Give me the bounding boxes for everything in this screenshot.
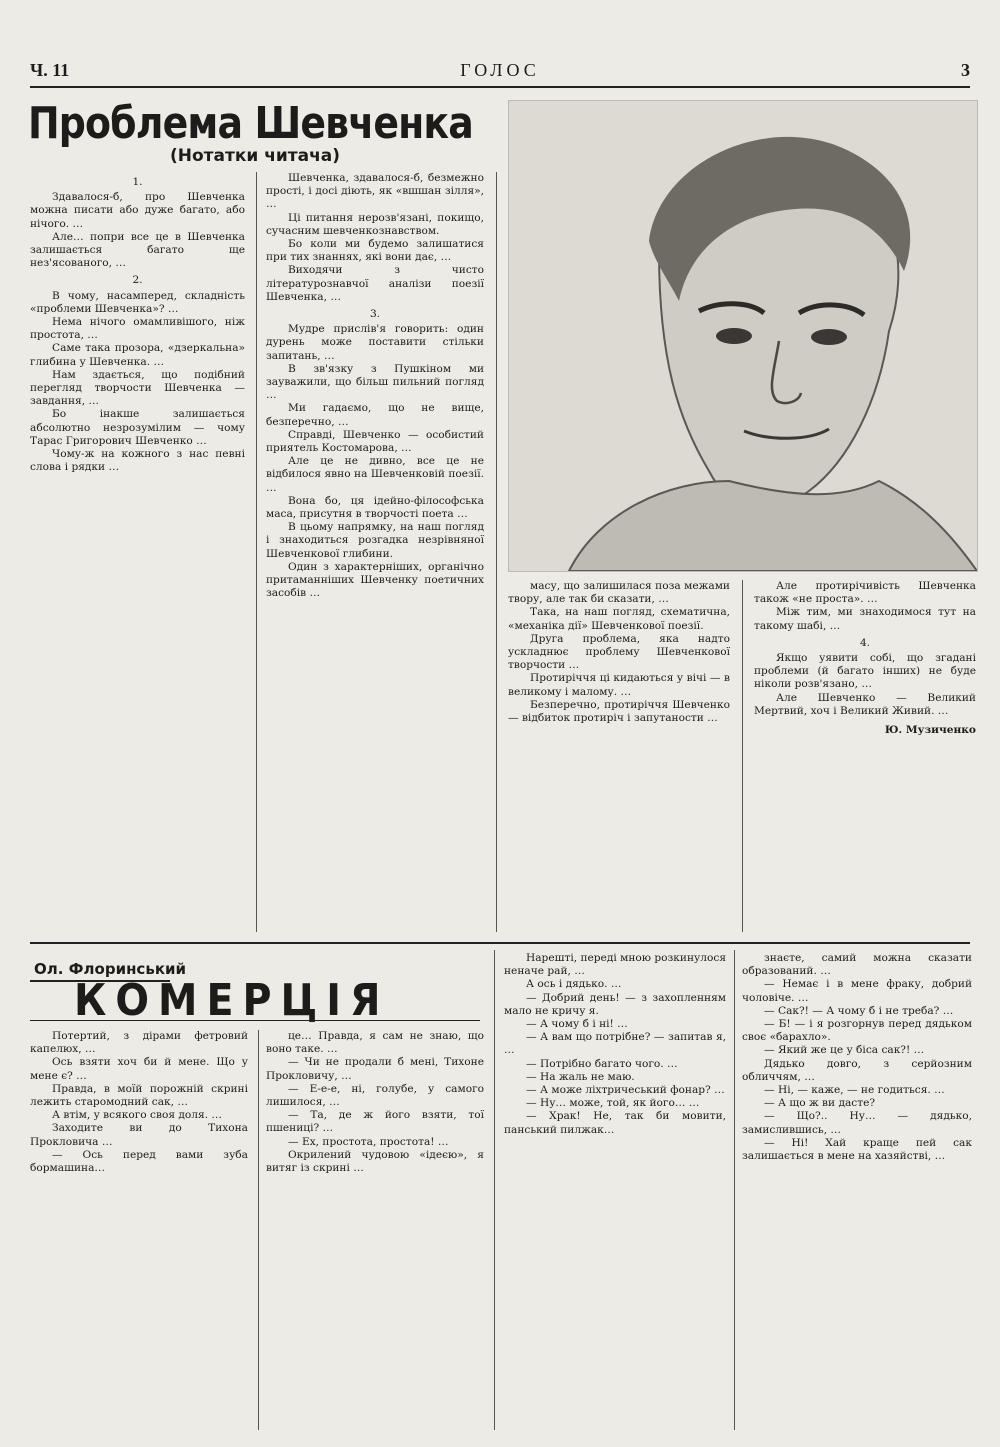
paragraph: Бо інакше залишається абсолютно незрозумілим — чому Тарас Григорович Шевченко … (30, 408, 245, 447)
paragraph: Дядько довго, з серйозним обличчям, … (742, 1057, 972, 1083)
paragraph: Мудре прислів'я говорить: один дурень може поставити стільки запитань, … (266, 323, 484, 362)
article2-column-2 (266, 1030, 484, 1430)
paragraph: Справді, Шевченко — особистий приятель Костомарова, … (266, 428, 484, 455)
paragraph: Протиріччя ці кидаються у вічі — в великому і малому. … (508, 672, 730, 698)
paragraph: Шевченка, здавалося-б, безмежно прості, і досі діють, як «вшшан зілля», … (266, 172, 484, 211)
paragraph: Потертий, з дірами фетровий капелюх, … (30, 1030, 248, 1056)
paragraph: А ось і дядько. … (526, 978, 622, 991)
paragraph: — На жаль не маю. (526, 1070, 635, 1083)
paragraph: Але… попри все це в Шевченка залишається багато ще нез'ясованого, … (30, 230, 245, 270)
paragraph: — А може ліхтричеський фонар? … (526, 1084, 725, 1097)
paragraph: — Та, де ж його взяти, тої пшениці? … (266, 1109, 484, 1135)
paragraph: Ми гадаємо, що не вище, безперечно, … (266, 402, 484, 428)
article2-column-1 (30, 1030, 248, 1430)
paragraph: Виходячи з чисто літературознавчої аналізи поезії Шевченка, … (266, 264, 484, 303)
paragraph: масу, що залишилася поза межами твору, але так би сказати, … (508, 580, 730, 606)
section-number: 2. (132, 274, 143, 287)
paragraph: — Е-е-е, ні, голубе, у самого лишилося, … (266, 1082, 484, 1109)
paragraph: — А що ж ви дасте? (764, 1097, 876, 1110)
paragraph: Саме така прозора, «дзеркальна» глибина у Шевченка. … (30, 342, 245, 368)
paragraph: — Ні! Хай краще пей сак залишається в мене на хазяйстві, … (742, 1136, 972, 1163)
paragraph: В зв'язку з Пушкіном ми зауважили, що більш пильний погляд … (266, 362, 484, 402)
paragraph: — Ось перед вами зуба бормашина… (30, 1148, 248, 1175)
paragraph: — Сак?! — А чому б і не треба? … (764, 1004, 954, 1017)
paragraph: Нарешті, переді мною розкинулося неначе рай, … (504, 952, 726, 978)
paragraph: Окрилений чудовою «ідеєю», я витяг із скрині … (266, 1148, 484, 1175)
paragraph: — Ех, простота, простота! … (288, 1135, 449, 1148)
issue-number: Ч. 11 (30, 60, 70, 80)
paragraph: А втім, у всякого своя доля. … (52, 1109, 223, 1122)
paragraph: В цьому напрямку, на наш погляд і знаходиться розгадка незрівняної Шевченкової глибини. (266, 521, 484, 560)
section-number: 1. (132, 176, 143, 188)
paragraph: Але Шевченко — Великий Мертвий, хоч і Великий Живий. … (754, 691, 976, 717)
paragraph: Чому-ж на кожного з нас певні слова і рядки … (30, 448, 245, 474)
paragraph: Між тим, ми знаходимося тут на такому шабі, … (754, 606, 976, 632)
paragraph: Заходите ви до Тихона Прокловича … (30, 1122, 248, 1148)
paragraph: Ось взяти хоч би й мене. Що у мене є? … (30, 1056, 248, 1082)
paragraph: Якщо уявити собі, що згадані проблеми (й багато інших) не буде ніколи розв'язано, … (754, 652, 976, 691)
paragraph: Здавалося-б, про Шевченка можна писати або дуже багато, або нічого. … (30, 191, 245, 230)
paragraph: Вона бо, ця ідейно-філософська маса, присутня в творчості поета … (266, 494, 484, 521)
paragraph: — Ні, — каже, — не годиться. … (764, 1084, 945, 1097)
article1-column-1 (30, 172, 245, 932)
article1-column-4 (754, 580, 976, 932)
paragraph: — А вам що потрібне? — запитав я, … (504, 1031, 726, 1057)
paragraph: Ці питання нерозв'язані, покищо, сучасним шевченкознавством. (266, 211, 484, 237)
portrait-drawing (509, 101, 977, 571)
article1-column-2 (266, 172, 484, 932)
paragraph: Нема нічого омамливішого, ніж простота, … (30, 316, 245, 342)
paragraph: Безперечно, протиріччя Шевченко — відбиток протиріч і запутаности … (508, 698, 730, 725)
newspaper-name: ГОЛОС (460, 60, 540, 80)
paragraph: — Б! — і я розгорнув перед дядьком своє «барахло». (742, 1018, 972, 1044)
section-number: 4. (859, 636, 871, 649)
column-divider (258, 1030, 259, 1430)
paragraph: — Ну… може, той, як його… … (526, 1097, 700, 1110)
column-divider (742, 580, 743, 932)
page-header (30, 60, 970, 82)
article-subtitle: (Нотатки читача) (170, 146, 341, 166)
section-number: 3. (369, 308, 381, 321)
paragraph: Така, на наш погляд, схематична, «механіка дії» Шевченкової поезії. (508, 606, 730, 632)
portrait-illustration (508, 100, 978, 572)
paragraph: Бо коли ми будемо залишатися при тих знаннях, які вони дає, … (266, 238, 484, 264)
paragraph: Правда, в моїй порожній скрині лежить старомодний сак, … (30, 1082, 248, 1109)
column-divider (496, 172, 497, 932)
paragraph: В чому, насамперед, складність «проблеми Шевченка»? … (30, 289, 245, 315)
article2-column-4 (742, 952, 972, 1430)
article1-column-3 (508, 580, 730, 932)
title-underline (30, 1020, 480, 1021)
article2-title: КОМЕРЦІЯ (74, 975, 390, 1026)
section-rule (30, 942, 970, 944)
column-divider (494, 950, 495, 1430)
article2-author: Ол. Флоринський (34, 960, 187, 978)
page-number: 3 (961, 60, 970, 80)
paragraph: Один з характерніших, органічно притаманніших Шевченку поетичних засобів … (266, 560, 484, 600)
paragraph: — Добрий день! — з захопленням мало не кричу я. (504, 991, 726, 1017)
paragraph: — Що?.. Ну… — дядько, замислившись, … (742, 1110, 972, 1136)
paragraph: — Потрібно багато чого. … (526, 1057, 678, 1070)
paragraph: — Храк! Не, так би мовити, панський пилжак… (504, 1110, 726, 1136)
header-rule (30, 86, 970, 88)
paragraph: Але протирічивість Шевченка також «не проста». … (754, 580, 976, 606)
paragraph: — Чи не продали б мені, Тихоне Прокловичу, … (266, 1056, 484, 1082)
author-signature: Ю. Музиченко (884, 724, 976, 737)
paragraph: Але це не дивно, все це не відбилося явно на Шевченковій поезії. … (266, 455, 484, 494)
paragraph: це… Правда, я сам не знаю, що воно таке. … (266, 1030, 484, 1056)
paragraph: — Немає і в мене фраку, добрий чоловіче. … (742, 978, 972, 1004)
paragraph: — Який же це у біса сак?! … (764, 1044, 925, 1057)
column-divider (734, 950, 735, 1430)
article-title: Проблема Шевченка (28, 98, 473, 149)
paragraph: Нам здається, що подібний перегляд творчости Шевченка — завдання, … (30, 368, 245, 408)
column-divider (256, 172, 257, 932)
article2-column-3 (504, 952, 726, 1430)
paragraph: знаєте, самий можна сказати образований. … (742, 952, 972, 978)
paragraph: Друга проблема, яка надто ускладнює проблему Шевченкової творчости … (508, 632, 730, 672)
paragraph: — А чому б і ні! … (526, 1018, 628, 1031)
